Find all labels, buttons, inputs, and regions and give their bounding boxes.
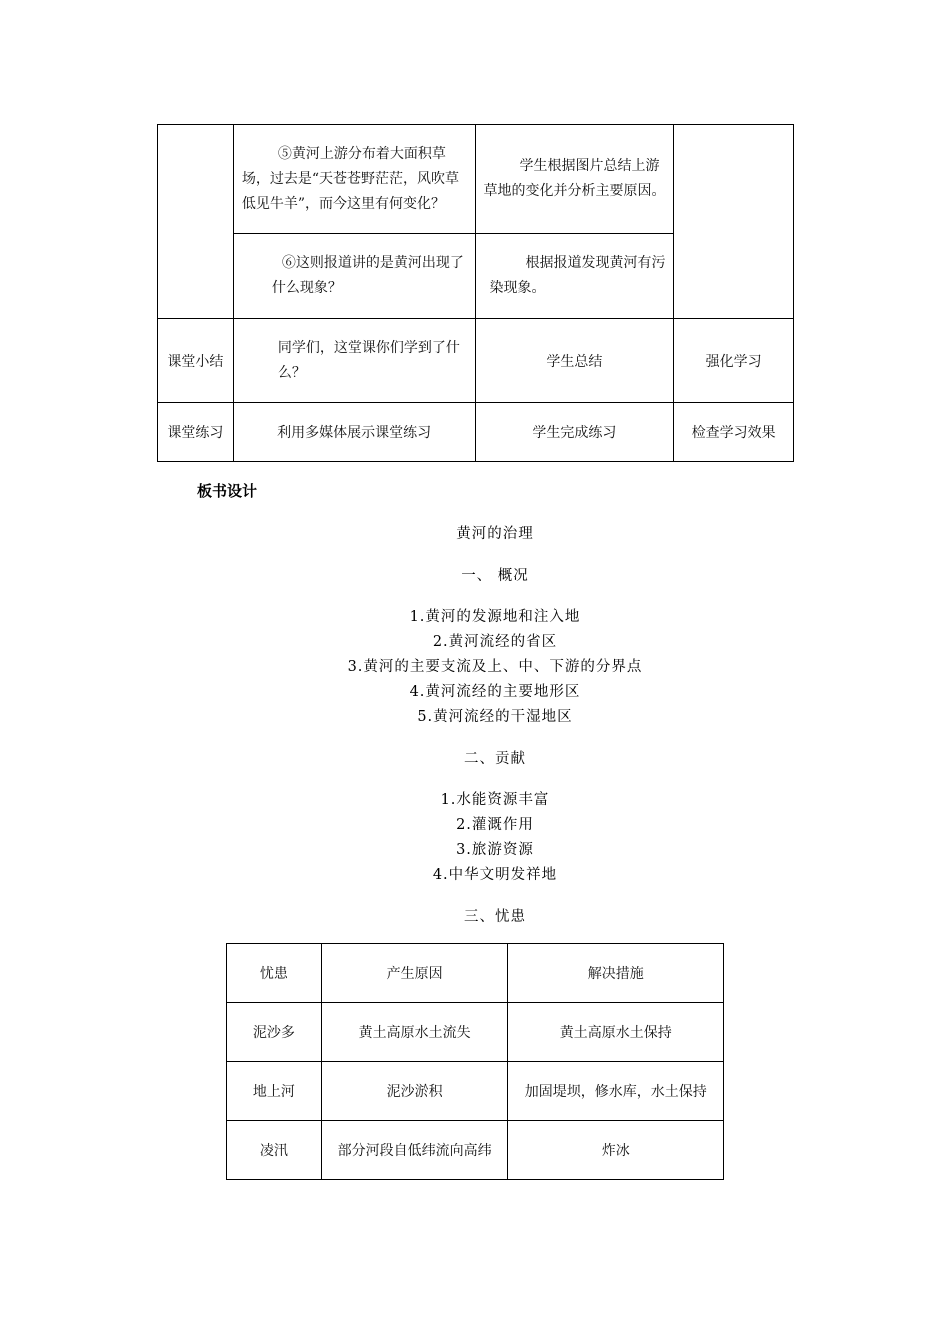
table-row (227, 1003, 724, 1062)
header-cell: 解决措施 (508, 944, 724, 1003)
section-heading-overview: 一、 概况 (461, 568, 529, 584)
problems-table (226, 943, 724, 1180)
table-row (227, 1062, 724, 1121)
table-row (227, 1121, 724, 1180)
contribution-item: 2.灌溉作用 (456, 817, 534, 833)
table-cell: 黄土高原水土保持 (508, 1003, 724, 1062)
empty-cell (158, 125, 234, 319)
table-row (158, 403, 794, 462)
overview-item: 5.黄河流经的干湿地区 (417, 709, 573, 725)
contribution-item: 3.旅游资源 (456, 842, 534, 858)
board-title: 黄河的治理 (456, 526, 534, 542)
teacher-summary (233, 319, 475, 403)
purpose-summary: 强化学习 (674, 319, 794, 403)
question-text: ⑥这则报道讲的是黄河出现了什么现象？ (271, 255, 464, 296)
table-cell: 凌汛 (227, 1121, 322, 1180)
overview-item: 4.黄河流经的主要地形区 (409, 684, 581, 700)
table-cell: 泥沙多 (227, 1003, 322, 1062)
row-label-summary: 课堂小结 (158, 319, 234, 403)
table-row (158, 125, 794, 234)
header-cell: 产生原因 (321, 944, 508, 1003)
overview-item: 1.黄河的发源地和注入地 (409, 609, 581, 625)
teacher-question-6 (233, 234, 475, 319)
lesson-plan-table (157, 124, 794, 462)
table-cell: 黄土高原水土流失 (321, 1003, 508, 1062)
table-cell: 加固堤坝，修水库，水土保持 (508, 1062, 724, 1121)
teacher-practice: 利用多媒体展示课堂练习 (233, 403, 475, 462)
student-practice: 学生完成练习 (475, 403, 674, 462)
section-heading-problems: 三、忧患 (464, 909, 526, 925)
contribution-item: 4.中华文明发祥地 (432, 867, 558, 883)
table-header-row (227, 944, 724, 1003)
purpose-practice: 检查学习效果 (674, 403, 794, 462)
question-text: ⑤黄河上游分布着大面积草场，过去是“天苍苍野茫茫，风吹草低见牛羊”，而今这里有何变化？ (241, 145, 460, 212)
table-cell: 炸冰 (508, 1121, 724, 1180)
table-cell: 部分河段自低纬流向高纬 (321, 1121, 508, 1180)
table-cell: 泥沙淤积 (321, 1062, 508, 1121)
activity-text: 学生根据图片总结上游草地的变化并分析主要原因。 (483, 158, 666, 199)
board-design-heading: 板书设计 (197, 482, 258, 500)
section-heading-contribution: 二、贡献 (464, 751, 526, 767)
table-cell: 地上河 (227, 1062, 322, 1121)
student-summary: 学生总结 (475, 319, 674, 403)
header-cell: 忧患 (227, 944, 322, 1003)
overview-item: 2.黄河流经的省区 (432, 634, 558, 650)
student-activity-5 (475, 125, 674, 234)
activity-text: 根据报道发现黄河有污染现象。 (489, 255, 666, 296)
table-row (158, 319, 794, 403)
student-activity-6 (475, 234, 674, 319)
summary-text: 同学们，这堂课你们学到了什么？ (277, 339, 460, 381)
contribution-item: 1.水能资源丰富 (440, 792, 550, 808)
overview-item: 3.黄河的主要支流及上、中、下游的分界点 (347, 659, 643, 675)
row-label-practice: 课堂练习 (158, 403, 234, 462)
empty-cell (674, 125, 794, 319)
teacher-question-5 (233, 125, 475, 234)
